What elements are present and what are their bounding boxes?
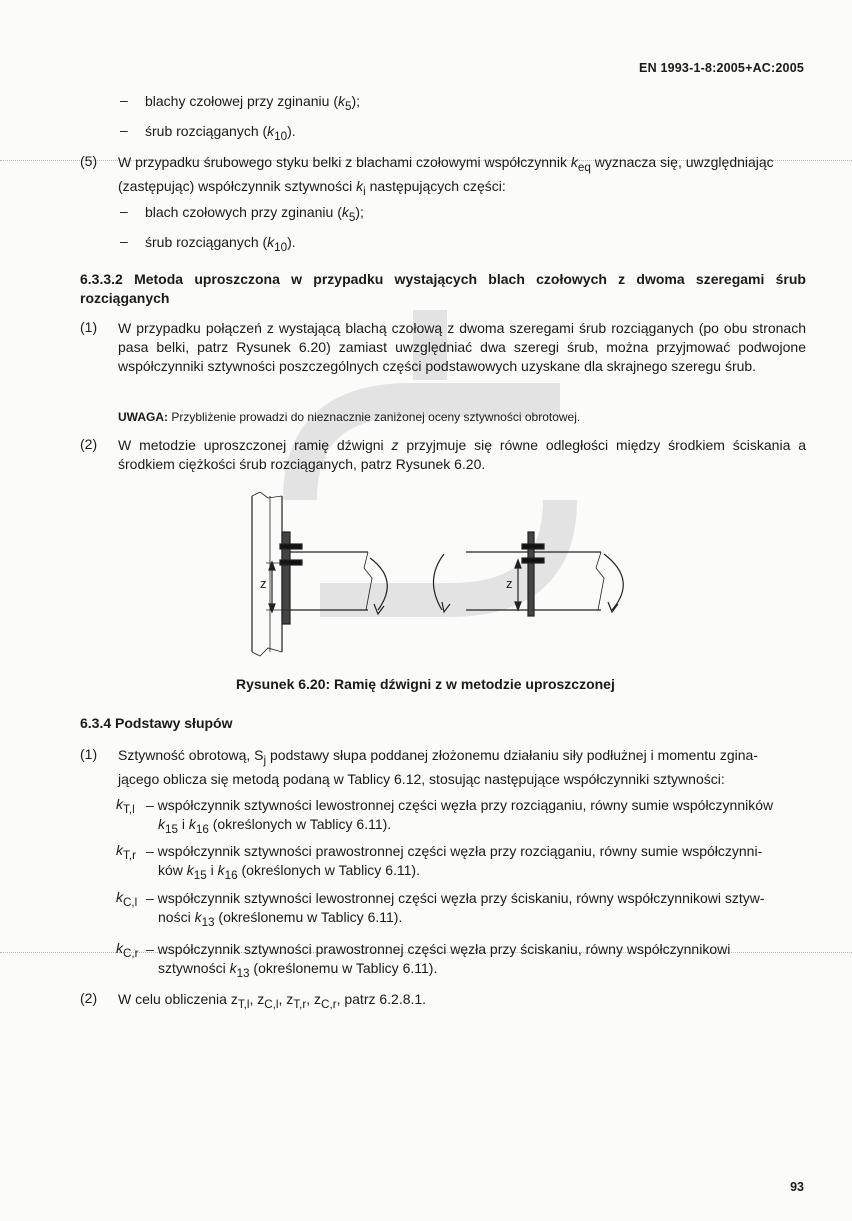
definition-symbol: $k_{T,l}$ [116, 796, 135, 816]
paragraph-text: W przypadku połączeń z wystającą blachą czołową z dwoma szeregami śrub rozciąganych (po obu stronach pasa belki, patrz Rysunek 6.20) zamiast uwzględniać dwa szeregi śrub, można przyjmować podwojone współczynniki sztywności poszczególnych części podstawowych uzyskane dla skrajnego szeregu śrub. [118, 320, 806, 374]
moment-arrow [604, 554, 623, 610]
document-reference: EN 1993-1-8:2005+AC:2005 [639, 61, 804, 75]
moment-arrow [433, 554, 444, 610]
definition-text: – współczynnik sztywności lewostronnej części węzła przy rozciąganiu, równy sumie współczynników $k_{15}$ i $k_{16}$ (określonych w Tablicy 6.11). [146, 797, 774, 836]
moment-arrow [370, 558, 387, 610]
bolt [522, 544, 544, 549]
list-dash: – [120, 233, 128, 249]
bolt [280, 544, 302, 549]
lever-arm-label: z [506, 576, 513, 591]
paragraph-text: W celu obliczenia $z_{T,l}$, $z_{C,l}$, $z_{T,r}$, $z_{C,r}$, patrz 6.2.8.1. [118, 991, 427, 1011]
definition-symbol: $k_{C,r}$ [116, 940, 139, 960]
section-heading: 6.3.4 Podstawy słupów [80, 715, 233, 731]
lever-arm-label: z [260, 576, 267, 591]
list-item: blachy czołowej przy zginaniu $(k_5)$; [145, 93, 361, 113]
list-dash: – [120, 122, 128, 138]
definition-symbol: $k_{T,r}$ [116, 842, 136, 862]
list-item: śrub rozciąganych $(k_{10})$. [145, 123, 296, 143]
figure-lever-arm [246, 492, 646, 664]
note: UWAGA: Przybliżenie prowadzi do nieznacznie zaniżonej oceny sztywności obrotowej. [118, 410, 581, 424]
definition-text: – współczynnik sztywności lewostronnej części węzła przy ściskaniu, równy współczynnikowi sztyw- ności $k_{13}$ (określonemu w Tablicy 6.11). [146, 890, 765, 929]
paragraph-number: (2) [80, 436, 98, 452]
page-number: 93 [790, 1180, 804, 1194]
definition-text: – współczynnik sztywności prawostronnej części węzła przy ściskaniu, równy współczynnikowi sztywności $k_{13}$ (określonemu w Tablicy 6.11). [146, 941, 731, 980]
paragraph-number: (2) [80, 990, 98, 1006]
paragraph-number: (1) [80, 319, 98, 335]
bolt [280, 560, 302, 565]
list-item: śrub rozciąganych $(k_{10})$. [145, 234, 296, 254]
paragraph-text: W metodzie uproszczonej ramię dźwigni z przyjmuje się równe odległości między środkiem ściskania a środkiem ciężkości śrub rozciąganych, patrz Rysunek 6.20. [118, 437, 807, 472]
list-item: blach czołowych przy zginaniu $(k_5)$; [145, 204, 364, 224]
bolt [522, 558, 544, 563]
list-dash: – [120, 92, 128, 108]
definition-text: – współczynnik sztywności prawostronnej części węzła przy rozciąganiu, równy sumie współczynni- ków $k_{15}$ i $k_{16}$ (określonych w Tablicy 6.11). [146, 843, 763, 882]
paragraph-text: W przypadku śrubowego styku belki z blachami czołowymi współczynnik $k_{eq}$ wyznacza się, uwzględniając (zastępując) współczynnik sztywności $k_i$ następujących części: [118, 154, 774, 198]
definition-symbol: $k_{C,l}$ [116, 889, 138, 909]
paragraph-number: (5) [80, 153, 98, 169]
figure-caption: Rysunek 6.20: Ramię dźwigni z w metodzie uproszczonej [236, 676, 615, 692]
list-dash: – [120, 203, 128, 219]
paragraph-number: (1) [80, 746, 98, 762]
section-heading: 6.3.3.2 Metoda uproszczona w przypadku wystających blach czołowych z dwoma szeregami śrub rozciąganych [80, 271, 806, 306]
paragraph-text: Sztywność obrotową, $S_j$ podstawy słupa poddanej złożonemu działaniu siły podłużnej i momentu zgina- jącego oblicza się metodą podaną w Tablicy 6.12, stosując następujące współczynniki sztywności: [118, 747, 758, 787]
